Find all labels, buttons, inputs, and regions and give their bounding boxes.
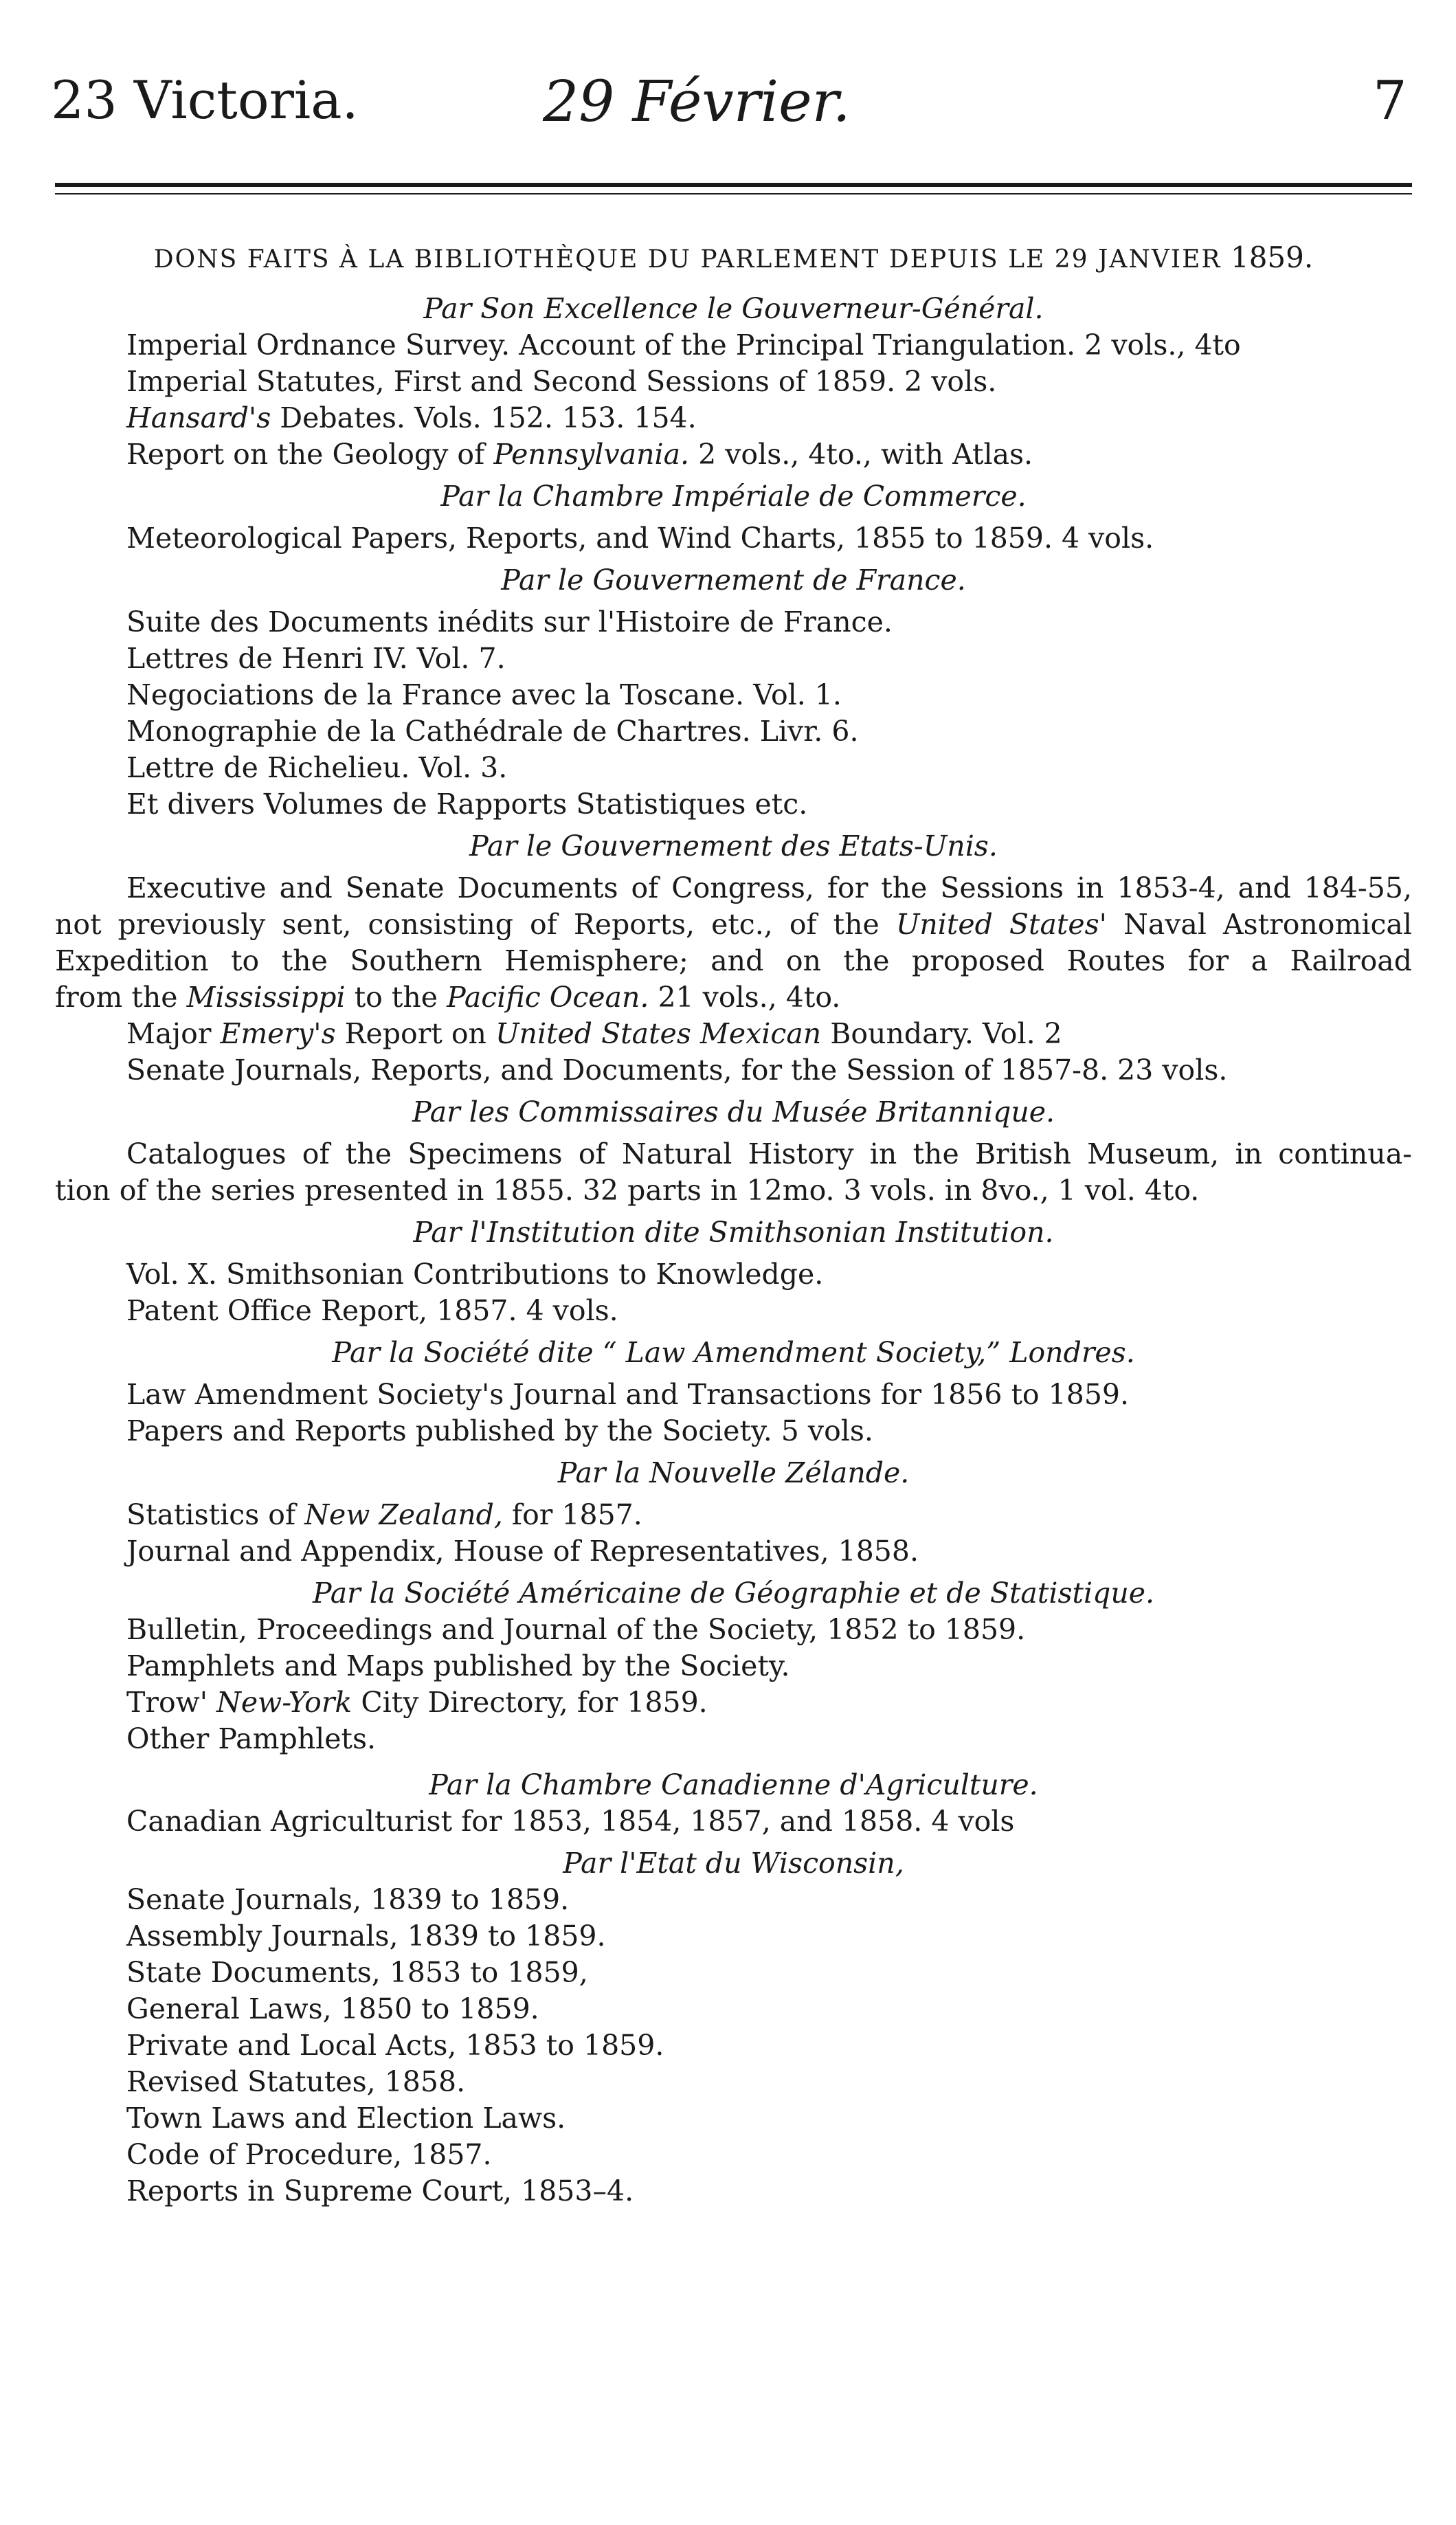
- list-item-text: Report on: [344, 1017, 486, 1050]
- italic-term: United States': [895, 908, 1107, 941]
- list-item: Town Laws and Election Laws.: [126, 2102, 566, 2135]
- paragraph-text: not previously sent, consisting of Reports, etc., of the: [55, 908, 880, 941]
- section-heading: Par la Société Américaine de Géographie et de Statistique.: [312, 1577, 1155, 1610]
- running-head-left: 23 Victoria.: [51, 69, 359, 131]
- list-item: [55, 400, 1412, 436]
- list-item-text: Major: [126, 1017, 212, 1050]
- list-item: Bulletin, Proceedings and Journal of the Society, 1852 to 1859.: [126, 1613, 1026, 1646]
- list-item: [55, 436, 1412, 473]
- list-item: Lettres de Henri IV. Vol. 7.: [126, 642, 506, 675]
- list-item-text: Report on the Geology of: [126, 438, 485, 471]
- list-item: Imperial Ordnance Survey. Account of the Principal Triangulation. 2 vols., 4to: [126, 329, 1241, 361]
- section-heading: Par la Chambre Canadienne d'Agriculture.: [429, 1768, 1038, 1801]
- list-item: Suite des Documents inédits sur l'Histoire de France.: [126, 605, 893, 638]
- section-heading: Par le Gouvernement de France.: [501, 564, 966, 597]
- list-item: Other Pamphlets.: [126, 1722, 377, 1755]
- list-item: Negociations de la France avec la Toscane. Vol. 1.: [126, 678, 842, 711]
- list-item-text: Debates. Vols. 152. 153. 154.: [280, 401, 697, 434]
- list-item: State Documents, 1853 to 1859,: [126, 1956, 588, 1989]
- paragraph-line: tion of the series presented in 1855. 32 parts in 12mo. 3 vols. in 8vo., 1 vol. 4to.: [55, 1174, 1200, 1207]
- italic-term: Hansard's: [126, 401, 271, 434]
- paragraph-text: from the: [55, 981, 178, 1014]
- italic-term: United States Mexican: [495, 1017, 822, 1050]
- list-item: Lettre de Richelieu. Vol. 3.: [126, 751, 508, 784]
- list-item: Monographie de la Cathédrale de Chartres. Livr. 6.: [126, 715, 859, 748]
- italic-term: New-York: [216, 1686, 352, 1719]
- page-title-text: DONS FAITS À LA BIBLIOTHÈQUE DU PARLEMENT DEPUIS LE 29 JANVIER: [153, 245, 1222, 274]
- italic-term: Emery's: [220, 1017, 336, 1050]
- list-item: [55, 1497, 1412, 1533]
- paragraph-line: Catalogues of the Specimens of Natural History in the British Museum, in continua-: [126, 1137, 1412, 1170]
- list-item: [55, 1684, 1412, 1721]
- list-item: Senate Journals, 1839 to 1859.: [126, 1883, 570, 1916]
- list-item-text: for 1857.: [511, 1498, 642, 1531]
- page-number: 7: [1373, 70, 1407, 132]
- page-title-year: 1859.: [1230, 241, 1314, 274]
- section-heading: Par l'Etat du Wisconsin,: [563, 1847, 904, 1880]
- paragraph-line: [55, 979, 1412, 1016]
- list-item: Private and Local Acts, 1853 to 1859.: [126, 2029, 664, 2062]
- section-heading: Par la Société dite “ Law Amendment Society,” Londres.: [332, 1336, 1135, 1369]
- list-item-text: 2 vols., 4to., with Atlas.: [698, 438, 1033, 471]
- list-item: Journal and Appendix, House of Representatives, 1858.: [126, 1535, 919, 1568]
- italic-term: New Zealand,: [304, 1498, 503, 1531]
- paragraph-text: Naval Astronomical: [1123, 908, 1412, 941]
- italic-term: Mississippi: [186, 981, 346, 1014]
- list-item: Vol. X. Smithsonian Contributions to Knowledge.: [126, 1258, 824, 1291]
- list-item: Papers and Reports published by the Society. 5 vols.: [126, 1414, 873, 1447]
- list-item-text: Trow': [126, 1686, 208, 1719]
- italic-term: Pacific Ocean.: [447, 981, 649, 1014]
- list-item: Code of Procedure, 1857.: [126, 2138, 492, 2171]
- section-heading: Par la Chambre Impériale de Commerce.: [440, 480, 1027, 513]
- header-rule-thick: [55, 183, 1412, 187]
- paragraph-text: 21 vols., 4to.: [658, 981, 841, 1014]
- list-item-text: City Directory, for 1859.: [361, 1686, 708, 1719]
- list-item: Pamphlets and Maps published by the Society.: [126, 1649, 790, 1682]
- list-item: Senate Journals, Reports, and Documents, for the Session of 1857-8. 23 vols.: [126, 1054, 1228, 1087]
- list-item: Patent Office Report, 1857. 4 vols.: [126, 1294, 618, 1327]
- section-heading: Par la Nouvelle Zélande.: [557, 1456, 910, 1489]
- list-item-text: Statistics of: [126, 1498, 296, 1531]
- section-heading: Par l'Institution dite Smithsonian Institution.: [413, 1216, 1054, 1249]
- list-item: Law Amendment Society's Journal and Transactions for 1856 to 1859.: [126, 1378, 1130, 1411]
- list-item: Canadian Agriculturist for 1853, 1854, 1857, and 1858. 4 vols: [126, 1805, 1015, 1838]
- running-head-date: 29 Février.: [543, 69, 851, 135]
- list-item: General Laws, 1850 to 1859.: [126, 1992, 539, 2025]
- page-body: [55, 230, 1412, 2210]
- paragraph-text: to the: [354, 981, 438, 1014]
- paragraph-line: Executive and Senate Documents of Congress, for the Sessions in 1853-4, and 184-55,: [126, 871, 1412, 904]
- paragraph-line: [55, 906, 1412, 943]
- list-item: [55, 1016, 1412, 1052]
- section-heading: Par les Commissaires du Musée Britannique.: [412, 1095, 1055, 1128]
- list-item: Reports in Supreme Court, 1853–4.: [126, 2174, 634, 2207]
- list-item: Revised Statutes, 1858.: [126, 2065, 466, 2098]
- list-item: Et divers Volumes de Rapports Statistiques etc.: [126, 788, 808, 821]
- header-rule-thin: [55, 193, 1412, 194]
- paragraph-line: Expedition to the Southern Hemisphere; and on the proposed Routes for a Railroad: [55, 944, 1412, 977]
- page-header: [0, 0, 1456, 158]
- page-title: [55, 230, 1412, 285]
- list-item: Meteorological Papers, Reports, and Wind Charts, 1855 to 1859. 4 vols.: [126, 522, 1154, 555]
- list-item: Imperial Statutes, First and Second Sessions of 1859. 2 vols.: [126, 365, 997, 398]
- list-item: Assembly Journals, 1839 to 1859.: [126, 1920, 606, 1953]
- italic-term: Pennsylvania.: [493, 438, 690, 471]
- section-heading: Par le Gouvernement des Etats-Unis.: [469, 830, 998, 863]
- list-item-text: Boundary. Vol. 2: [830, 1017, 1062, 1050]
- section-heading: Par Son Excellence le Gouverneur-Général.: [423, 292, 1044, 325]
